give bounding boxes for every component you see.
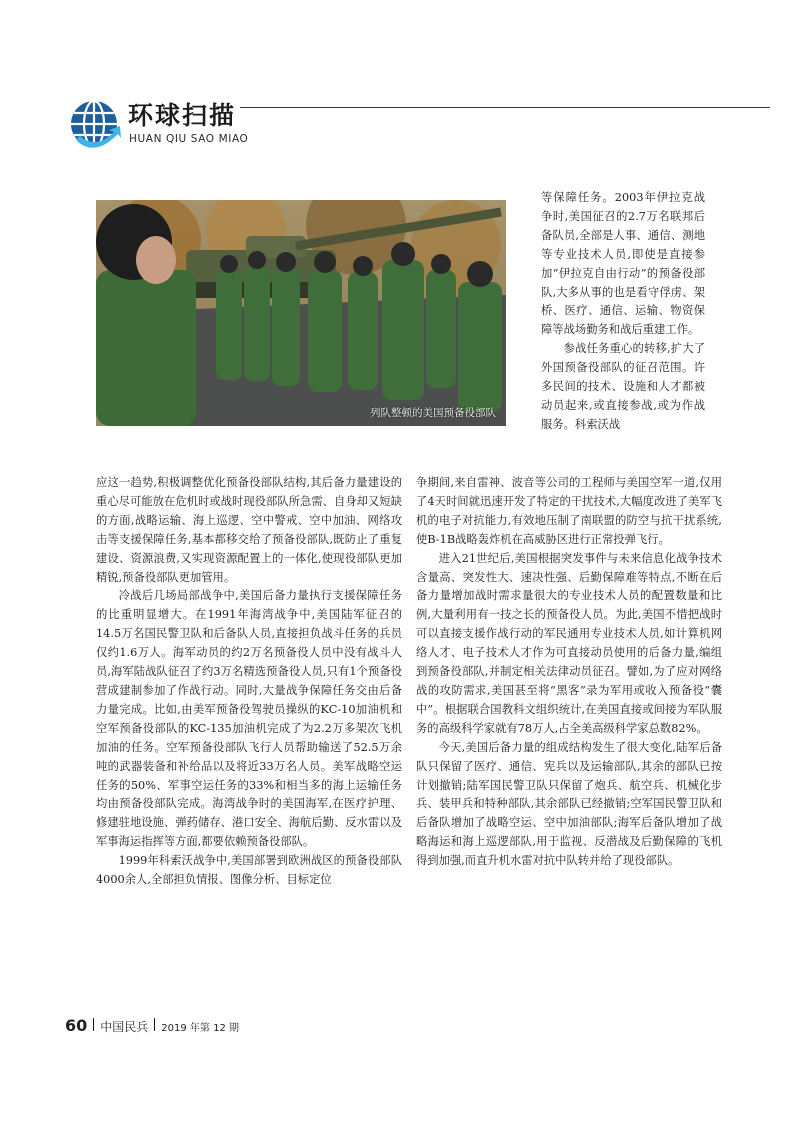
magazine-name: 中国民兵 (100, 1020, 149, 1034)
footer-divider (154, 1018, 155, 1031)
paragraph: 等保障任务。2003年伊拉克战争时,美国征召的2.7万名联邦后备队员,全部是人事、通信、测地等专业技术人员,即使是直接参加“伊拉克自由行动”的预备役部队,大多从事的也是看守俘虏、架桥、医疗、通信、运输、物资保障等战场勤务和战后重建工作。 (541, 191, 705, 337)
left-column (96, 474, 402, 890)
paragraph: 争期间,来自雷神、波音等公司的工程师与美国空军一道,仅用了4天时间就迅速开发了特定的干扰技术,大幅度改进了美军飞机的电子对抗能力,有效地压制了南联盟的防空与抗干扰系统,使B-1B战略轰炸机在高威胁区进行正常投弹飞行。 (416, 476, 722, 546)
paragraph: 冷战后几场局部战争中,美国后备力量执行支援保障任务的比重明显增大。在1991年海湾战争中,美国陆军征召的14.5万名国民警卫队和后备队人员,直接担负战斗任务的兵员仅约1.6万人。海军动员的约2万名预备役人员中没有战斗人员,海军陆战队征召了约3万名精选预备役人员,只有1个预备役营成建制参加了作战行动。同时,大量战争保障任务交由后备力量完成。比如,由美军预备役驾驶员操纵的KC-10加油机和空军预备役部队的KC-135加油机完成了为2.2万多架次飞机加油的任务。空军预备役部队飞行人员帮助输送了52.5万余吨的武器装备和补给品以及将近33万名人员。美军战略空运任务的50%、军事空运任务的33%和相当多的海上运输任务均由预备役部队完成。海湾战争时的美国海军,在医疗护理、修建驻地设施、弹药储存、港口安全、海航后勤、反水雷以及军事海运指挥等方面,都要依赖预备役部队。 (96, 589, 402, 849)
photo-caption: 列队整顿的美国预备役部队 (370, 407, 496, 419)
paragraph: 进入21世纪后,美国根据突发事件与未来信息化战争技术含量高、突发性大、速决性强、后勤保障难等特点,不断在后备力量增加战时需求量很大的专业技术人员的配置数量和比例,大量利用有一技之长的预备役人员。为此,美国不惜把战时可以直接支援作战行动的军民通用专业技术人员,如计算机网络人才、电子技术人才作为可直接动员使用的后备力量,编组到预备役部队,并制定相关法律动员征召。譬如,为了应对网络战的攻防需求,美国甚至将“黑客”录为军用或收入预备役“囊中”。根据联合国教科文组织统计,在美国直接或间接为军队服务的高级科学家就有78万人,占全美高级科学家总数82%。 (416, 551, 722, 735)
footer-divider (93, 1018, 94, 1031)
section-title: 环球扫描 (128, 101, 237, 130)
header-divider (240, 107, 770, 108)
troops-photo-illustration (96, 200, 506, 426)
issue-label: 2019 年第 12 期 (161, 1023, 239, 1034)
top-right-column (541, 189, 705, 435)
globe-arrow-icon (68, 98, 122, 152)
paragraph: 今天,美国后备力量的组成结构发生了很大变化,陆军后备队只保留了医疗、通信、宪兵以及运输部队,其余的部队已按计划撤销;陆军国民警卫队只保留了炮兵、航空兵、机械化步兵、装甲兵和特种部队,其余部队已经撤销;空军国民警卫队和后备队增加了战略空运、空中加油部队;海军后备队增加了战略海运和海上巡逻部队,用于监视、反潜战及后勤保障的飞机得到加强,而直升机水雷对抗中队转并给了现役部队。 (416, 740, 722, 868)
right-column (416, 474, 722, 871)
paragraph: 应这一趋势,积极调整优化预备役部队结构,其后备力量建设的重心尽可能放在危机时或战时现役部队所急需、自身却又短缺的方面,战略运输、海上巡逻、空中警戒、空中加油、网络攻击等支援保障任务,基本都移交给了预备役部队,既防止了重复建设、资源浪费,又实现资源配置上的一体化,使现役部队更加精锐,预备役部队更加管用。 (96, 476, 402, 584)
article-photo (96, 200, 506, 426)
page-number: 60 (65, 1016, 88, 1035)
paragraph: 参战任务重心的转移,扩大了外国预备役部队的征召范围。许多民间的技术、设施和人才都被动员起来,或直接参战,或为作战服务。科索沃战 (541, 342, 705, 431)
paragraph: 1999年科索沃战争中,美国部署到欧洲战区的预备役部队4000余人,全部担负情报、图像分析、目标定位 (96, 854, 402, 887)
section-subtitle: HUAN QIU SAO MIAO (129, 133, 249, 145)
page-footer (65, 1016, 239, 1035)
